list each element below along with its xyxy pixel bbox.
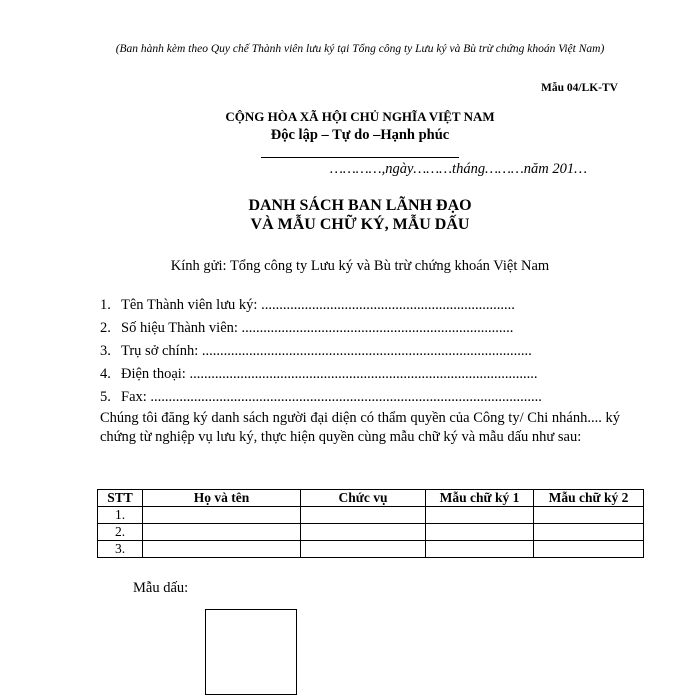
intro-paragraph: Chúng tôi đăng ký danh sách người đại diện có thẩm quyền của Công ty/ Chi nhánh.... ký chứng từ nghiệp vụ lưu ký, thực hiện quyền cùng mẫu chữ ký và mẫu dấu như sau: — [100, 410, 620, 445]
field-text: Điện thoại: ................................................................................................ — [121, 366, 538, 382]
column-header-signature-2: Mẫu chữ ký 2 — [534, 490, 644, 507]
field-phone — [100, 366, 537, 383]
table-header-row — [98, 490, 644, 507]
country-name: CỘNG HÒA XÃ HỘI CHỦ NGHĨA VIỆT NAM — [225, 109, 495, 124]
column-header-signature-1: Mẫu chữ ký 1 — [426, 490, 534, 507]
motto-underline — [261, 157, 459, 158]
document-title-line-2: VÀ MẪU CHỮ KÝ, MẪU DẤU — [250, 216, 470, 233]
table-cell-position — [301, 507, 426, 524]
form-code: Mẫu 04/LK-TV — [541, 82, 618, 94]
field-text: Trụ sở chính: ........................................................................................... — [121, 343, 532, 359]
date-line: …………,ngày………tháng………năm 201… — [330, 161, 588, 177]
field-text: Số hiệu Thành viên: ........................................................................... — [121, 320, 514, 336]
signature-table — [97, 489, 644, 558]
table-cell-signature-1 — [426, 541, 534, 558]
table-cell-signature-2 — [534, 524, 644, 541]
field-text: Tên Thành viên lưu ký: ...................................................................... — [121, 297, 515, 313]
field-number: 5. — [100, 389, 111, 405]
table-cell-signature-2 — [534, 541, 644, 558]
table-cell-full-name — [143, 524, 301, 541]
table-row — [98, 524, 644, 541]
table-cell-position — [301, 541, 426, 558]
field-head-office — [100, 343, 532, 360]
table-row — [98, 507, 644, 524]
field-member-name — [100, 297, 515, 314]
table-cell-stt: 2. — [98, 524, 143, 541]
column-header-full-name: Họ và tên — [143, 490, 301, 507]
column-header-position: Chức vụ — [301, 490, 426, 507]
seal-sample-box — [205, 609, 297, 695]
table-cell-stt: 1. — [98, 507, 143, 524]
field-text: Fax: ............................................................................................................ — [121, 389, 542, 405]
table-cell-position — [301, 524, 426, 541]
issuance-note: (Ban hành kèm theo Quy chế Thành viên lưu ký tại Tổng công ty Lưu ký và Bù trừ chứng khoán Việt Nam) — [115, 43, 605, 55]
national-motto: Độc lập – Tự do –Hạnh phúc — [270, 127, 450, 143]
recipient-line: Kính gửi: Tổng công ty Lưu ký và Bù trừ chứng khoán Việt Nam — [170, 258, 550, 274]
column-header-stt: STT — [98, 490, 143, 507]
field-fax — [100, 389, 542, 406]
field-number: 1. — [100, 297, 111, 313]
table-cell-signature-2 — [534, 507, 644, 524]
table-cell-stt: 3. — [98, 541, 143, 558]
table-cell-full-name — [143, 507, 301, 524]
field-number: 4. — [100, 366, 111, 382]
field-number: 2. — [100, 320, 111, 336]
table-cell-signature-1 — [426, 507, 534, 524]
table-cell-signature-1 — [426, 524, 534, 541]
field-number: 3. — [100, 343, 111, 359]
table-cell-full-name — [143, 541, 301, 558]
field-member-id — [100, 320, 513, 337]
document-title-line-1: DANH SÁCH BAN LÃNH ĐẠO — [248, 197, 472, 214]
seal-sample-label: Mẫu dấu: — [133, 580, 189, 596]
table-row — [98, 541, 644, 558]
